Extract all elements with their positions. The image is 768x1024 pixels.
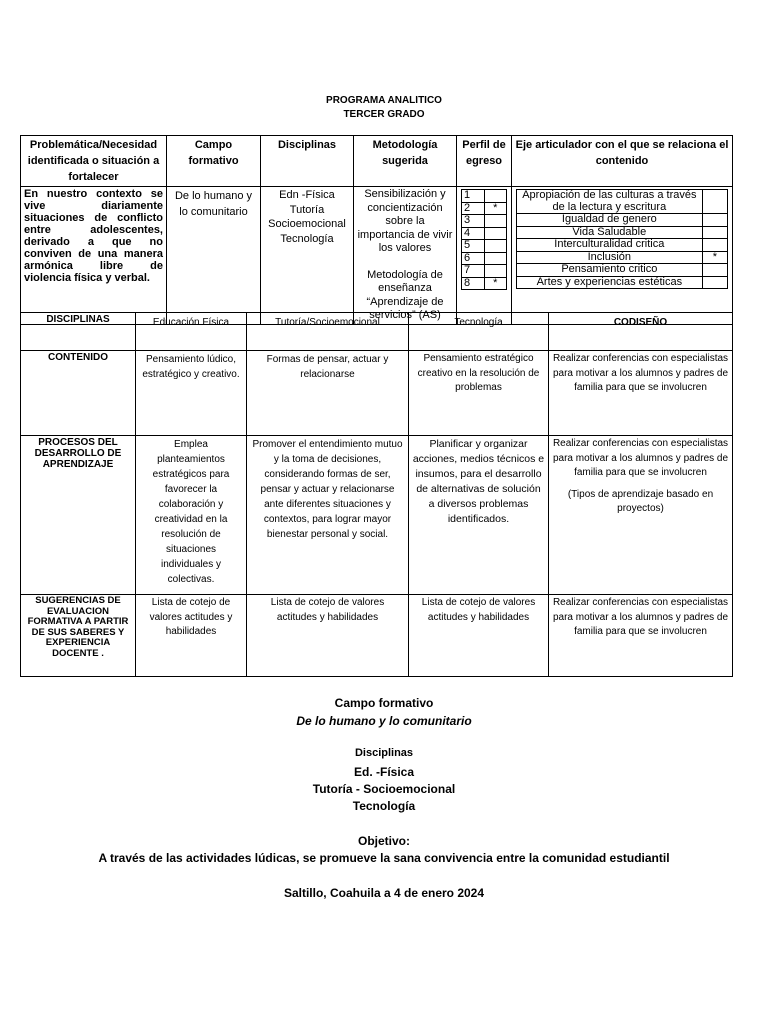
row-label-contenido: CONTENIDO <box>21 351 136 436</box>
eje-mark <box>702 214 727 227</box>
header-campo: Campo formativo <box>167 136 261 187</box>
sugerencias-tutoria: Lista de cotejo de valores actitudes y habilidades <box>247 595 409 677</box>
eje-mark <box>702 226 727 239</box>
eje-label: Artes y experiencias estéticas <box>517 276 703 289</box>
footer-lugar-fecha: Saltillo, Coahuila a 4 de enero 2024 <box>283 886 485 900</box>
perfil-mark <box>484 240 507 253</box>
perfil-grid <box>461 189 507 290</box>
contenido-tecnologia: Pensamiento estratégico creativo en la resolución de problemas <box>409 351 549 436</box>
perfil-row <box>462 215 507 228</box>
eje-row <box>517 239 728 252</box>
eje-label: Inclusión <box>517 251 703 264</box>
disciplina-item: Tecnología <box>280 232 334 245</box>
sugerencias-codiseno: Realizar conferencias con especialistas para motivar a los alumnos y padres de familia para que se involucren <box>549 595 733 677</box>
footer-disciplina-item: Ed. -Física <box>353 765 415 779</box>
perfil-row <box>462 265 507 278</box>
procesos-codiseno-text: Realizar conferencias con especialistas para motivar a los alumnos y padres de familia para que se involucren <box>552 438 729 478</box>
eje-mark: * <box>702 251 727 264</box>
col-header-tecnologia: Tecnología <box>409 313 549 351</box>
contenido-tutoria: Formas de pensar, actuar y relacionarse <box>247 351 409 436</box>
footer-disciplina-item: Tutoría - Socioemocional <box>312 782 456 796</box>
header-disciplinas: Disciplinas <box>261 136 354 187</box>
header-problematica: Problemática/Necesidad identificada o situación a fortalecer <box>21 136 167 187</box>
perfil-number: 2 <box>462 202 485 215</box>
eje-label: Apropiación de las culturas a través de la lectura y escritura <box>517 190 703 214</box>
procesos-codiseno-note: (Tipos de aprendizaje basado en proyectos) <box>567 488 714 514</box>
eje-row <box>517 226 728 239</box>
eje-row <box>517 190 728 214</box>
table-row <box>21 436 733 595</box>
eje-row <box>517 264 728 277</box>
col-header-ed-fisica: Educación Física <box>136 313 247 351</box>
footer-campo-value: De lo humano y lo comunitario <box>296 714 472 728</box>
bottom-table <box>20 312 733 677</box>
eje-cell <box>512 187 733 325</box>
perfil-number: 4 <box>462 227 485 240</box>
procesos-ed-fisica: Emplea planteamientos estratégicos para favorecer la colaboración y creatividad en la resolución de situaciones individuales y colectivas. <box>136 436 247 595</box>
perfil-cell <box>457 187 512 325</box>
perfil-row <box>462 202 507 215</box>
footer-objetivo-text: A través de las actividades lúdicas, se promueve la sana convivencia entre la comunidad estudiantil <box>98 851 670 865</box>
perfil-number: 1 <box>462 190 485 203</box>
row-label-procesos: PROCESOS DEL DESARROLLO DE APRENDIZAJE <box>21 436 136 595</box>
row-label-sugerencias: SUGERENCIAS DE EVALUACION FORMATIVA A PARTIR DE SUS SABERES Y EXPERIENCIA DOCENTE . <box>21 595 136 677</box>
perfil-row <box>462 190 507 203</box>
metodologia-text <box>354 187 457 325</box>
eje-label: Pensamiento critico <box>517 264 703 277</box>
contenido-codiseno: Realizar conferencias con especialistas para motivar a los alumnos y padres de familia para que se involucren <box>549 351 733 436</box>
eje-mark <box>702 190 727 214</box>
top-table <box>20 135 733 325</box>
col-header-codiseno: CODISEÑO <box>549 313 733 351</box>
sugerencias-tecnologia: Lista de cotejo de valores actitudes y habilidades <box>409 595 549 677</box>
campo-text: De lo humano y lo comunitario <box>167 187 261 325</box>
eje-label: Vida Saludable <box>517 226 703 239</box>
perfil-mark <box>484 227 507 240</box>
footer-disciplinas-label: Disciplinas <box>354 747 414 759</box>
table-row <box>21 351 733 436</box>
perfil-number: 5 <box>462 240 485 253</box>
problematica-text: En nuestro contexto se vive diariamente situaciones de conflicto entre adolescentes, derivado a que no conviven de una manera armónica libre de violencia física y verbal. <box>21 187 167 325</box>
perfil-mark: * <box>484 202 507 215</box>
perfil-number: 6 <box>462 252 485 265</box>
sugerencias-ed-fisica: Lista de cotejo de valores actitudes y habilidades <box>136 595 247 677</box>
footer-objetivo-label: Objetivo: <box>357 834 410 848</box>
disciplinas-list <box>261 187 354 325</box>
perfil-row <box>462 227 507 240</box>
perfil-number: 7 <box>462 265 485 278</box>
eje-label: Interculturalidad critica <box>517 239 703 252</box>
header-metodologia: Metodología sugerida <box>354 136 457 187</box>
footer-disciplina-item: Tecnología <box>352 799 416 813</box>
contenido-ed-fisica: Pensamiento lúdico, estratégico y creativo. <box>136 351 247 436</box>
perfil-mark <box>484 215 507 228</box>
eje-row <box>517 251 728 264</box>
metodologia-paragraph-2: Metodología de enseñanza “Aprendizaje de servicios” (AS) <box>366 268 444 321</box>
perfil-mark <box>484 265 507 278</box>
disciplina-item: Edn -Física <box>279 189 335 201</box>
perfil-row <box>462 277 507 290</box>
perfil-row <box>462 252 507 265</box>
perfil-mark <box>484 190 507 203</box>
perfil-number: 3 <box>462 215 485 228</box>
procesos-tutoria: Promover el entendimiento mutuo y la toma de decisiones, considerando formas de ser, pensar y actuar y relacionarse ante diferentes situaciones y contextos, para lograr mayor bienestar personal y social. <box>247 436 409 595</box>
document-title: PROGRAMA ANALITICO <box>326 95 442 106</box>
eje-row <box>517 276 728 289</box>
perfil-mark <box>484 252 507 265</box>
eje-mark <box>702 264 727 277</box>
perfil-mark: * <box>484 277 507 290</box>
eje-row <box>517 214 728 227</box>
disciplina-item: Tutoría <box>289 203 325 216</box>
eje-mark <box>702 276 727 289</box>
col-header-tutoria: Tutoría/Socioemocional <box>247 313 409 351</box>
procesos-tecnologia: Planificar y organizar acciones, medios técnicos e insumos, para el desarrollo de alternativas de solución a diversos problemas identificados. <box>409 436 549 595</box>
document-subtitle: TERCER GRADO <box>343 109 425 120</box>
eje-mark <box>702 239 727 252</box>
footer-campo-label: Campo formativo <box>334 696 434 710</box>
disciplina-item: Socioemocional <box>268 218 346 230</box>
procesos-codiseno <box>549 436 733 595</box>
table-row <box>21 595 733 677</box>
metodologia-paragraph-1: Sensibilización y concientización sobre la importancia de vivir los valores <box>357 188 453 254</box>
header-eje: Eje articulador con el que se relaciona el contenido <box>512 136 733 187</box>
col-header-disciplinas: DISCIPLINAS <box>21 313 136 351</box>
perfil-row <box>462 240 507 253</box>
eje-label: Igualdad de genero <box>517 214 703 227</box>
eje-grid <box>516 189 728 289</box>
perfil-number: 8 <box>462 277 485 290</box>
header-perfil: Perfil de egreso <box>457 136 512 187</box>
